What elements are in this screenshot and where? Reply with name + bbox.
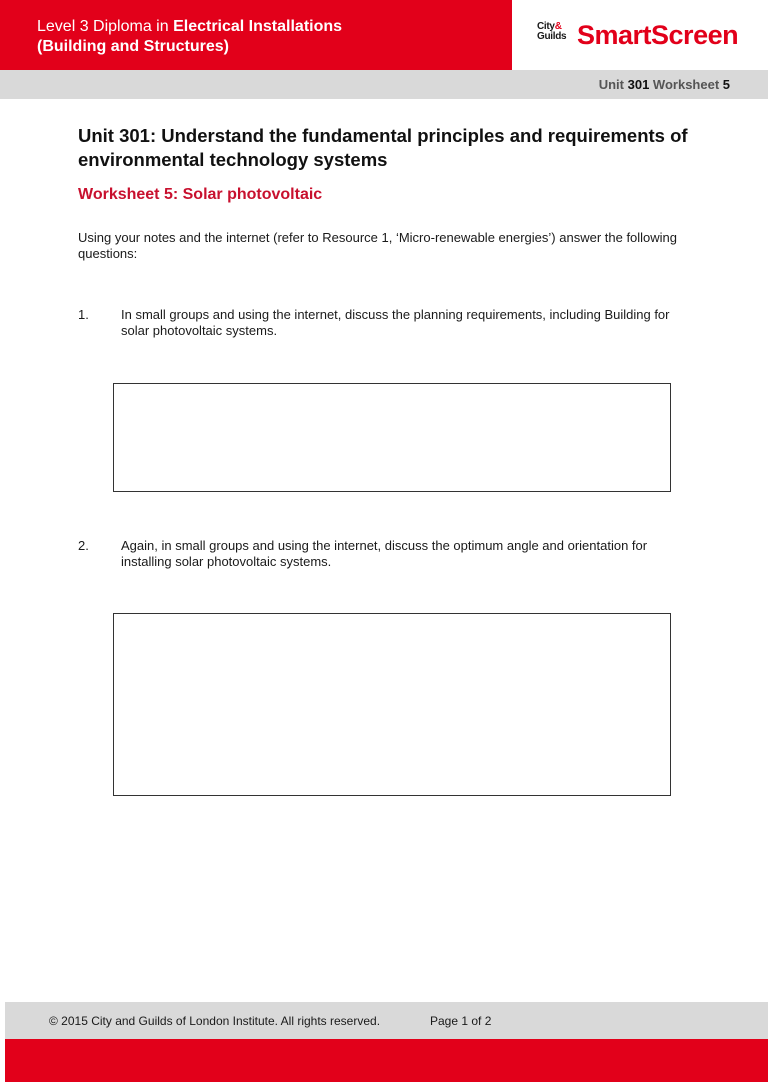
page-number: Page 1 of 2 (430, 1014, 492, 1028)
header-band (0, 0, 512, 70)
unit-label: Unit (598, 77, 628, 92)
logo-guilds: Guilds (537, 31, 567, 42)
question-2-text: Again, in small groups and using the internet, discuss the optimum angle and orientation for installing solar photovoltaic systems. (121, 538, 648, 569)
answer-box-2[interactable] (113, 613, 671, 796)
logo-city: City (537, 21, 555, 32)
footer-red-band (5, 1039, 768, 1082)
question-1-number: 1. (78, 307, 89, 322)
unit-number: 301 (627, 77, 650, 92)
course-title (37, 17, 342, 57)
copyright-text: © 2015 City and Guilds of London Institute. All rights reserved. (49, 1014, 381, 1028)
smartscreen-logo: SmartScreen (577, 20, 739, 50)
city-guilds-logo (537, 22, 566, 42)
course-name: Electrical Installations (173, 18, 343, 35)
course-prefix: Level 3 Diploma in (37, 18, 174, 35)
answer-box-1[interactable] (113, 383, 671, 492)
worksheet-label: Worksheet (649, 77, 723, 92)
question-1-text: In small groups and using the internet, discuss the planning requirements, including Building for solar photovoltaic systems. (121, 307, 670, 338)
logo-ampersand: & (554, 21, 562, 32)
worksheet-title: Worksheet 5: Solar photovoltaic (78, 186, 323, 203)
page-title: Unit 301: Understand the fundamental principles and requirements of environmental technology systems (78, 125, 688, 170)
course-subtitle: (Building and Structures) (37, 38, 229, 55)
question-2-number: 2. (78, 538, 89, 553)
intro-text: Using your notes and the internet (refer to Resource 1, ‘Micro-renewable energies’) answer the following questions: (78, 230, 678, 261)
worksheet-number: 5 (722, 77, 730, 92)
unit-bar (0, 70, 768, 99)
unit-reference (599, 77, 730, 92)
